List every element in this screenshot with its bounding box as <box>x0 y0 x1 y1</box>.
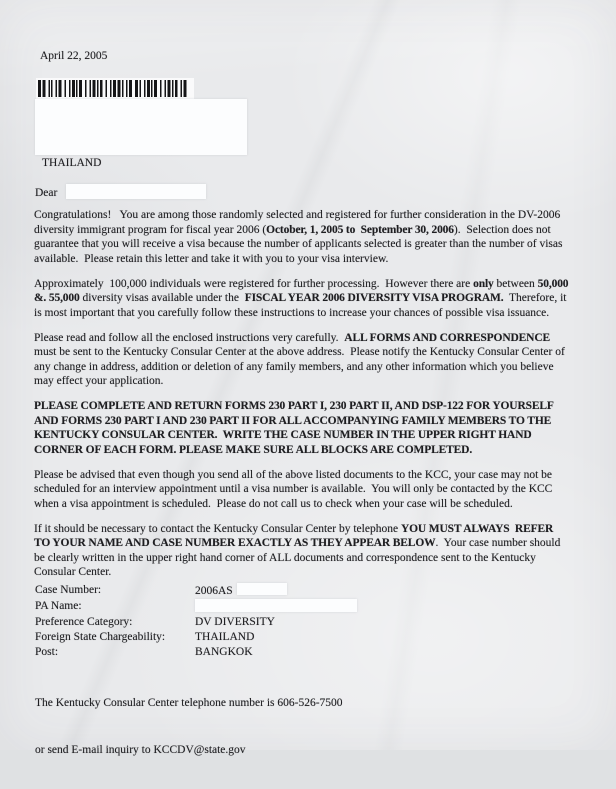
text-segment: is most important that you carefully follow these instructions to increase your chances of possible visa issuance. <box>34 306 550 319</box>
letter-footer <box>35 665 343 789</box>
text-line <box>34 208 616 223</box>
case-field-label: PA Name: <box>35 600 82 612</box>
case-details <box>35 583 595 660</box>
text-segment: Approximately 100,000 individuals were registered for further processing. However there are <box>34 277 474 290</box>
case-field-row <box>35 583 595 599</box>
text-line <box>34 399 616 414</box>
footer-email-line: or send E-mail inquiry to KCCDV@state.gov <box>35 743 246 756</box>
text-line <box>34 497 616 512</box>
text-line <box>34 277 616 292</box>
text-segment: ). Selection does not <box>453 223 551 236</box>
text-segment: Therefore, it <box>503 292 567 304</box>
text-segment: must be sent to the Kentucky Consular Center at the above address. Please notify the Kentucky Consular Center of <box>34 346 565 358</box>
text-segment: FISCAL YEAR 2006 DIVERSITY VISA PROGRAM. <box>244 292 504 304</box>
text-segment: If it should be necessary to contact the Kentucky Consular Center by telephone <box>34 522 401 535</box>
text-segment: between <box>493 277 538 290</box>
text-segment: YOU MUST ALWAYS REFER <box>400 522 554 535</box>
text-segment: October, 1, 2005 to September 30, 2006 <box>266 223 454 236</box>
case-field-row <box>35 615 595 630</box>
text-segment: Consular Center. <box>34 566 112 578</box>
text-segment: be clearly written in the upper right hand corner of ALL documents and correspondence sent to the Kentucky <box>34 551 536 564</box>
case-number-redaction-box <box>237 583 287 595</box>
text-segment: ALL FORMS AND CORRESPONDENCE <box>344 331 550 344</box>
text-line <box>34 291 616 306</box>
country-label: THAILAND <box>42 157 102 169</box>
paragraph <box>34 399 616 457</box>
letter-body <box>34 208 616 590</box>
salutation-redaction-box <box>66 184 206 199</box>
text-segment: 50,000 <box>537 277 569 290</box>
text-line <box>34 306 616 321</box>
text-segment: CORNER OF EACH FORM. PLEASE MAKE SURE ALL BLOCKS ARE COMPLETED. <box>34 443 473 456</box>
paragraph <box>34 522 616 580</box>
address-redaction-box <box>35 99 247 155</box>
paragraph <box>34 208 616 266</box>
case-field-value: THAILAND <box>195 631 255 643</box>
case-field-value <box>195 599 595 615</box>
paragraph <box>34 468 616 512</box>
text-segment: KENTUCKY CONSULAR CENTER. WRITE THE CASE NUMBER IN THE UPPER RIGHT HAND <box>34 429 532 441</box>
case-field-label: Preference Category: <box>35 616 133 628</box>
text-segment: &. 55,000 <box>34 292 80 304</box>
text-line <box>34 360 616 375</box>
text-segment: Please be advised that even though you send all of the above listed documents to the KCC, your case may not be <box>34 468 553 481</box>
text-segment: . Your case number should <box>435 537 561 549</box>
text-line <box>34 237 616 252</box>
text-segment: Please read and follow all the enclosed instructions very carefully. <box>34 331 345 344</box>
case-field-label: Foreign State Chargeability: <box>35 631 166 643</box>
text-segment: available. Please retain this letter and take it with you to your visa interview. <box>34 252 389 265</box>
text-line <box>34 536 616 551</box>
text-line <box>34 551 616 566</box>
text-line <box>34 374 616 389</box>
text-segment: any change in address, addition or deletion of any family members, and any other information which you believe <box>34 360 554 373</box>
case-field-label: Case Number: <box>35 584 102 596</box>
text-segment: when a visa appointment is scheduled. Please do not call us to check when your case will be scheduled. <box>34 497 513 510</box>
paragraph <box>34 277 616 321</box>
case-field-value: 2006AS <box>195 583 595 599</box>
case-field-row <box>35 599 595 615</box>
pa-name-redaction-box <box>195 599 357 612</box>
text-line <box>34 443 616 458</box>
case-field-label: Post: <box>35 646 59 658</box>
text-line <box>34 565 616 580</box>
text-segment: AND FORMS 230 PART I AND 230 PART II FOR ALL ACCOMPANYING FAMILY MEMBERS TO THE <box>34 414 552 427</box>
text-segment: guarantee that you will receive a visa because the number of applicants selected is greater than the number of visas <box>34 238 563 250</box>
text-line <box>34 428 616 443</box>
text-line <box>34 482 616 497</box>
text-segment: TO YOUR NAME AND CASE NUMBER EXACTLY AS THEY APPEAR BELOW <box>34 537 436 549</box>
text-line <box>34 223 616 238</box>
case-field-row <box>35 645 595 660</box>
barcode-strip <box>36 78 194 99</box>
salutation: Dear <box>35 187 58 199</box>
text-segment: only <box>473 277 494 290</box>
text-segment: scheduled for an interview appointment until a visa number is available. You will only be contacted by the KCC <box>34 483 553 495</box>
text-line <box>34 252 616 267</box>
text-line <box>34 331 616 346</box>
text-segment: may effect your application. <box>34 375 164 387</box>
paragraph <box>34 331 616 389</box>
text-line <box>34 345 616 360</box>
text-segment: diversity visas available under the <box>79 292 245 304</box>
text-segment: Congratulations! You are among those randomly selected and registered for further consideration in the DV-2006 <box>34 209 561 221</box>
footer-phone-line: The Kentucky Consular Center telephone number is 606-526-7500 <box>35 697 343 709</box>
case-field-value: BANGKOK <box>195 646 253 658</box>
text-line <box>34 522 616 537</box>
case-field-row <box>35 630 595 645</box>
text-segment: PLEASE COMPLETE AND RETURN FORMS 230 PART I, 230 PART II, AND DSP-122 FOR YOURSELF <box>34 400 554 412</box>
letter-date: April 22, 2005 <box>40 50 108 62</box>
text-segment: diversity immigrant program for fiscal year 2006 ( <box>34 223 267 236</box>
barcode-icon <box>38 80 188 97</box>
text-line <box>34 468 616 483</box>
case-field-value: DV DIVERSITY <box>195 616 275 628</box>
text-line <box>34 414 616 429</box>
